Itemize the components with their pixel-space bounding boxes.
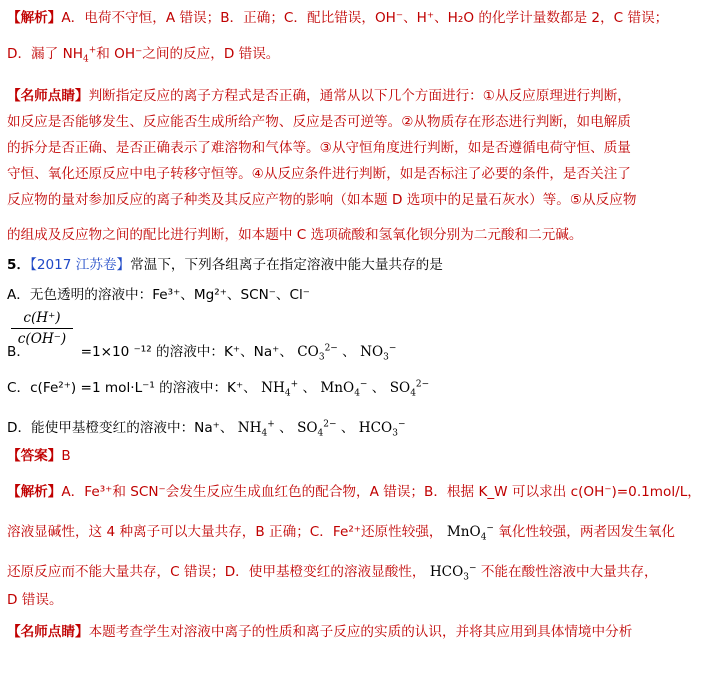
analysis-2-line-1: 【解析】A．Fe³⁺和 SCN⁻会发生反应生成血红色的配合物，A 错误；B．根据 K_W 可以求出 c(OH⁻)=0.1mol/L， [7,484,701,500]
ion-mno4-analysis: MnO$_4$− [446,523,494,543]
tip-tag: 【名师点睛】 [7,88,89,104]
ion-so4-d: $SO_4^{2-}$ [297,419,337,439]
analysis-2-line-4: D 错误。 [7,592,63,608]
answer-tag: 【答案】 [7,448,62,464]
answer-value: B [61,448,71,464]
answer-line [7,446,71,466]
ion-nh4-d: $NH_4^+$ [237,419,275,439]
question-stem: 5．【2017 江苏卷】常温下，下列各组离子在指定溶液中能大量共存的是 [7,257,443,273]
tip-1-line-4: 守恒、氧化还原反应中电子转移守恒等。④从反应条件进行判断，如是否标注了必要的条件，是否关注了 [7,166,631,182]
option-a: A．无色透明的溶液中：Fe³⁺、Mg²⁺、SCN⁻、Cl⁻ [7,287,310,303]
ion-no3: $NO_3^-$ [360,343,397,363]
option-b-fraction: c(H⁺) c(OH⁻) [7,308,77,349]
analysis-1-line-2: D．漏了 $NH_4^+$和 OH⁻之间的反应，D 错误。 [7,45,280,65]
analysis-2-line-2: 溶液显碱性，这 4 种离子可以大量共存，B 正确；C．Fe²⁺还原性较强， MnO$_4$− 氧化性较强，两者因发生氧化 [7,523,676,543]
analysis-tag-2: 【解析】 [7,484,62,500]
ion-mno4: MnO$_4$− [320,379,368,399]
ion-hco3-d: $HCO_3^-$ [358,419,406,439]
tip-tag-2: 【名师点睛】 [7,624,89,640]
option-c: C．c(Fe²⁺) =1 mol·L⁻¹ 的溶液中：K⁺、 $NH_4^+$ 、 MnO$_4$− 、 $SO_4^{2-}$ [7,379,430,399]
tip-1-line-6: 的组成及反应物之间的配比进行判断，如本题中 C 选项硫酸和氢氧化钡分别为二元酸和二元碱。 [7,227,583,243]
option-b: B． =1×10 ⁻¹² 的溶液中：K⁺、Na⁺、 $CO_3^{2-}$ 、 $NO_3^-$ [7,343,397,363]
question-source: 【2017 江苏卷】 [30,257,131,273]
tip-1-line-2: 如反应是否能够发生、反应能否生成所给产物、反应是否可逆等。②从物质存在形态进行判断，如电解质 [7,114,631,130]
analysis-2-line-3: 还原反应而不能大量共存，C 错误；D．使甲基橙变红的溶液显酸性， $HCO_3^-$ 不能在酸性溶液中大量共存， [7,563,658,583]
tip-1-line-1: 【名师点睛】判断指定反应的离子方程式是否正确，通常从以下几个方面进行：①从反应原理进行判断， [7,88,631,104]
ion-so4: $SO_4^{2-}$ [389,379,430,399]
tip-1-line-3: 的拆分是否正确、是否正确表示了难溶物和气体等。③从守恒角度进行判断，如是否遵循电荷守恒、质量 [7,140,631,156]
tip-1-line-5: 反应物的量对参加反应的离子种类及其反应产物的影响（如本题 D 选项中的足量石灰水）等。⑤从反应物 [7,192,637,208]
analysis-tag: 【解析】 [7,10,62,26]
analysis-1-line-1: 【解析】A．电荷不守恒，A 错误；B．正确；C．配比错误，OH⁻、H⁺、H₂O 的化学计量数都是 2，C 错误； [7,10,669,26]
ion-nh4: $NH_4^+$ [261,379,299,399]
ion-hco3-analysis: $HCO_3^-$ [429,563,477,583]
ion-co3: $CO_3^{2-}$ [297,343,338,363]
option-d: D．能使甲基橙变红的溶液中：Na⁺、 $NH_4^+$ 、 $SO_4^{2-}$ 、 $HCO_3^-$ [7,419,406,439]
tip-2-line-1: 【名师点睛】本题考查学生对溶液中离子的性质和离子反应的实质的认识，并将其应用到具体情境中分析 [7,624,633,640]
